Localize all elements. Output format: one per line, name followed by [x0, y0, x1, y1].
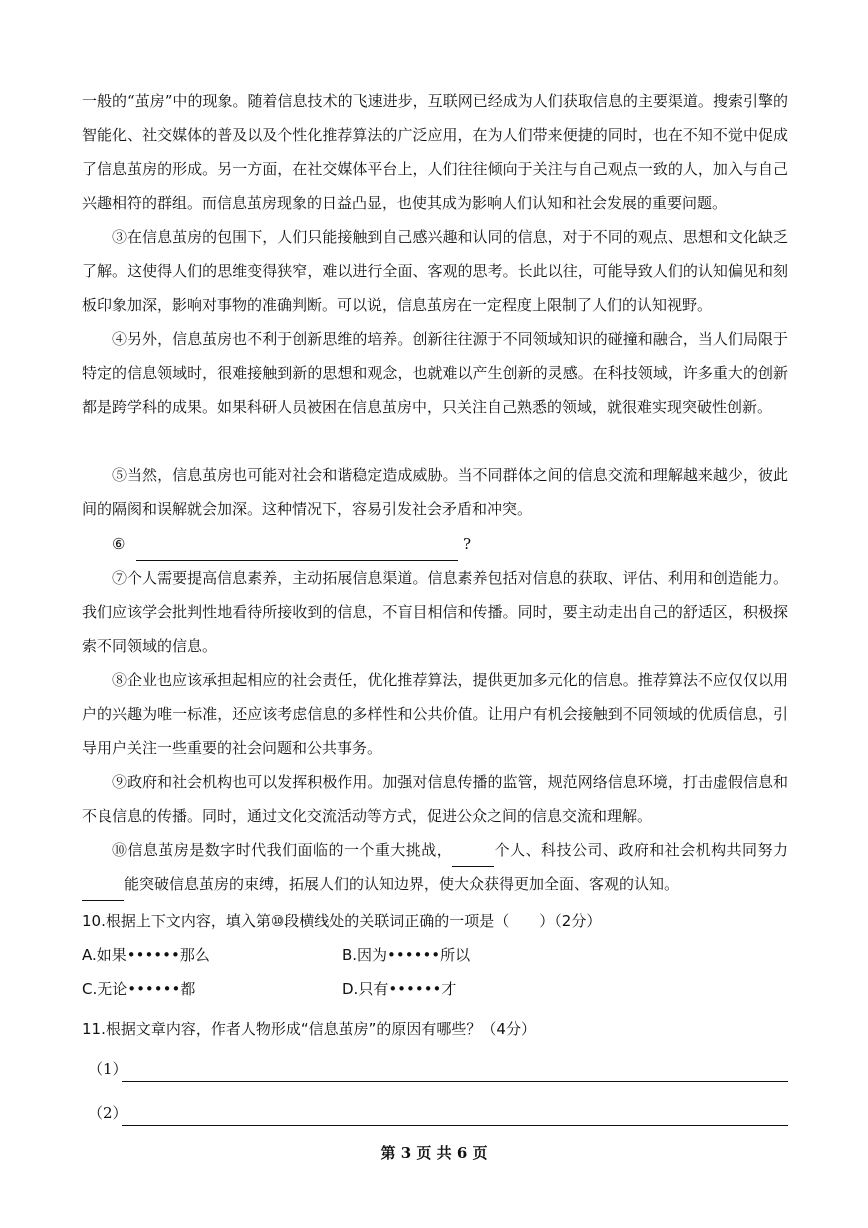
question-10-option-b[interactable]: B.因为••••••所以 [342, 946, 471, 964]
answer-2-label: （2） [88, 1104, 128, 1122]
paragraph-6-blank[interactable] [136, 538, 458, 561]
answer-2-line[interactable] [122, 1125, 788, 1126]
paragraph-10-blank-2[interactable] [82, 878, 124, 901]
paragraph-10 [82, 833, 788, 901]
paragraph-5: ⑤当然，信息茧房也可能对社会和谐稳定造成威胁。当不同群体之间的信息交流和理解越来越少，彼此间的隔阂和误解就会加深。这种情况下，容易引发社会矛盾和冲突。 [82, 466, 788, 518]
question-11-answer-2[interactable] [88, 1102, 788, 1126]
paragraph-7: ⑦个人需要提高信息素养，主动拓展信息渠道。信息素养包括对信息的获取、评估、利用和创造能力。我们应该学会批判性地看待所接收到的信息，不盲目相信和传播。同时，要主动走出自己的舒适区，积极探索不同领域的信息。 [82, 569, 788, 655]
paragraph-9: ⑨政府和社会机构也可以发挥积极作用。加强对信息传播的监管，规范网络信息环境，打击虚假信息和不良信息的传播。同时，通过文化交流活动等方式，促进公众之间的信息交流和理解。 [82, 773, 788, 825]
answer-1-line[interactable] [122, 1081, 788, 1082]
paragraph-10-part-b: 个人、科技公司、政府和社会机构共同努力 [494, 841, 788, 859]
paragraph-6-end: ? [463, 535, 472, 553]
paragraph-3: ③在信息茧房的包围下，人们只能接触到自己感兴趣和认同的信息，对于不同的观点、思想和文化缺乏了解。这使得人们的思维变得狭窄，难以进行全面、客观的思考。长此以往，可能导致人们的认知偏见和刻板印象加深，影响对事物的准确判断。可以说，信息茧房在一定程度上限制了人们的认知视野。 [82, 228, 788, 314]
question-10-option-c[interactable]: C.无论••••••都 [82, 980, 196, 998]
paragraph-intro: 一般的“茧房”中的现象。随着信息技术的飞速进步，互联网已经成为人们获取信息的主要渠道。搜索引擎的智能化、社交媒体的普及以及个性化推荐算法的广泛应用，在为人们带来便捷的同时，也在不知不觉中促成了信息茧房的形成。另一方面，在社交媒体平台上，人们往往倾向于关注与自己观点一致的人，加入与自己兴趣相符的群组。而信息茧房现象的日益凸显，也使其成为影响人们认知和社会发展的重要问题。 [82, 92, 788, 212]
question-11-stem: 11.根据文章内容，作者人物形成“信息茧房”的原因有哪些？（4分） [82, 1020, 536, 1038]
paragraph-4: ④另外，信息茧房也不利于创新思维的培养。创新往往源于不同领域知识的碰撞和融合，当人们局限于特定的信息领域时，很难接触到新的思想和观念，也就难以产生创新的灵感。在科技领域，许多重大的创新都是跨学科的成果。如果科研人员被困在信息茧房中，只关注自己熟悉的领域，就很难实现突破性创新。 [82, 330, 788, 416]
paragraph-8: ⑧企业也应该承担起相应的社会责任，优化推荐算法，提供更加多元化的信息。推荐算法不应仅仅以用户的兴趣为唯一标准，还应该考虑信息的多样性和公共价值。让用户有机会接触到不同领域的优质信息，引导用户关注一些重要的社会问题和公共事务。 [82, 671, 788, 757]
question-10-option-a[interactable]: A.如果••••••那么 [82, 946, 210, 964]
answer-1-label: （1） [88, 1060, 128, 1078]
paragraph-10-blank-1[interactable] [452, 844, 494, 867]
question-10-option-d[interactable]: D.只有••••••才 [342, 980, 457, 998]
question-11-answer-1[interactable] [88, 1058, 788, 1082]
question-10-stem: 10.根据上下文内容，填入第⑩段横线处的关联词正确的一项是（ ）（2分） [82, 912, 602, 930]
paragraph-6-number: ⑥ [112, 535, 126, 553]
paragraph-10-part-c: 能突破信息茧房的束缚，拓展人们的认知边界，使大众获得更加全面、客观的认知。 [124, 875, 680, 893]
page-footer: 第 3 页 共 6 页 [380, 1144, 488, 1162]
paragraph-10-part-a: ⑩信息茧房是数字时代我们面临的一个重大挑战， [112, 841, 453, 859]
paragraph-6 [82, 527, 788, 561]
